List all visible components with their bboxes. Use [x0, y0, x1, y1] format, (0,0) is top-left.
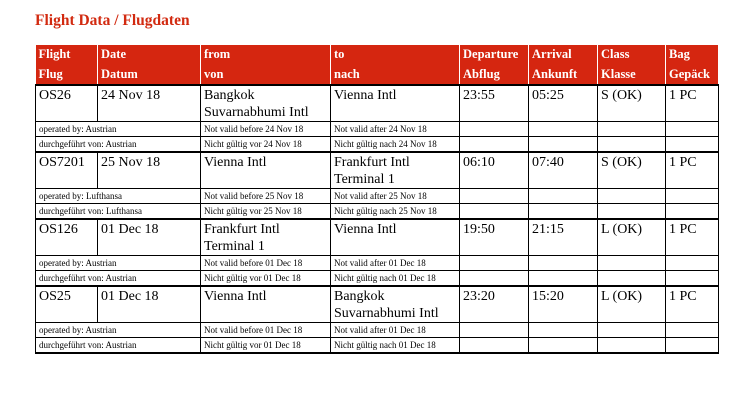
- not-valid-before: Not valid before 24 Nov 18: [201, 122, 331, 137]
- nicht-gueltig-vor: Nicht gültig vor 01 Dec 18: [201, 271, 331, 287]
- departure-time: 06:10: [460, 152, 529, 189]
- flight-segment: [36, 152, 719, 219]
- departure-time: 23:20: [460, 286, 529, 323]
- empty-cell: [460, 204, 529, 220]
- table-row: [36, 323, 719, 338]
- table-row: [36, 189, 719, 204]
- empty-cell: [529, 271, 598, 287]
- header-date: Date: [98, 45, 201, 65]
- baggage: 1 PC: [666, 85, 719, 122]
- not-valid-before: Not valid before 25 Nov 18: [201, 189, 331, 204]
- not-valid-before: Not valid before 01 Dec 18: [201, 256, 331, 271]
- operated-by: operated by: Austrian: [36, 256, 201, 271]
- operated-by: operated by: Lufthansa: [36, 189, 201, 204]
- destination-line: Suvarnabhumi Intl: [334, 306, 439, 321]
- empty-cell: [666, 323, 719, 338]
- departure-time: 19:50: [460, 219, 529, 256]
- empty-cell: [666, 204, 719, 220]
- operated-by: operated by: Austrian: [36, 323, 201, 338]
- origin: [201, 152, 331, 189]
- empty-cell: [598, 137, 666, 153]
- empty-cell: [529, 323, 598, 338]
- header-departure: Departure: [460, 45, 529, 65]
- departure-time: 23:55: [460, 85, 529, 122]
- booking-class: L (OK): [598, 219, 666, 256]
- table-row: [36, 122, 719, 137]
- table-row: [36, 204, 719, 220]
- not-valid-after: Not valid after 01 Dec 18: [331, 256, 460, 271]
- empty-cell: [460, 189, 529, 204]
- empty-cell: [529, 256, 598, 271]
- header-class: Class: [598, 45, 666, 65]
- header-from: from: [201, 45, 331, 65]
- origin-line: Bangkok: [204, 88, 255, 103]
- table-row: [36, 85, 719, 122]
- empty-cell: [529, 338, 598, 354]
- empty-cell: [460, 271, 529, 287]
- empty-cell: [460, 137, 529, 153]
- destination-line: Frankfurt Intl: [334, 155, 410, 170]
- durchgefuehrt-von: durchgeführt von: Austrian: [36, 338, 201, 354]
- header-to: to: [331, 45, 460, 65]
- destination-line: Vienna Intl: [334, 88, 397, 103]
- empty-cell: [598, 323, 666, 338]
- empty-cell: [666, 189, 719, 204]
- empty-cell: [460, 323, 529, 338]
- empty-cell: [460, 338, 529, 354]
- table-row: [36, 271, 719, 287]
- nicht-gueltig-nach: Nicht gültig nach 25 Nov 18: [331, 204, 460, 220]
- operated-by: operated by: Austrian: [36, 122, 201, 137]
- flight-segment: [36, 286, 719, 353]
- arrival-time: 07:40: [529, 152, 598, 189]
- origin: [201, 219, 331, 256]
- flight-segment: [36, 85, 719, 152]
- origin: [201, 286, 331, 323]
- arrival-time: 05:25: [529, 85, 598, 122]
- empty-cell: [666, 271, 719, 287]
- header-ankunft: Ankunft: [529, 65, 598, 85]
- flight-table: [35, 45, 719, 354]
- durchgefuehrt-von: durchgeführt von: Austrian: [36, 271, 201, 287]
- empty-cell: [666, 338, 719, 354]
- destination-line: Terminal 1: [334, 172, 395, 187]
- not-valid-before: Not valid before 01 Dec 18: [201, 323, 331, 338]
- origin-line: Vienna Intl: [204, 289, 267, 304]
- table-row: [36, 256, 719, 271]
- flight-segment: [36, 219, 719, 286]
- flight-date: 24 Nov 18: [98, 85, 201, 122]
- nicht-gueltig-nach: Nicht gültig nach 01 Dec 18: [331, 271, 460, 287]
- header-flight: Flight: [36, 45, 98, 65]
- flight-number: OS126: [36, 219, 98, 256]
- empty-cell: [460, 122, 529, 137]
- page-title: Flight Data / Flugdaten: [35, 12, 190, 29]
- table-row: [36, 152, 719, 189]
- arrival-time: 15:20: [529, 286, 598, 323]
- flight-date: 25 Nov 18: [98, 152, 201, 189]
- destination-line: Bangkok: [334, 289, 385, 304]
- nicht-gueltig-nach: Nicht gültig nach 01 Dec 18: [331, 338, 460, 354]
- durchgefuehrt-von: durchgeführt von: Lufthansa: [36, 204, 201, 220]
- flight-number: OS25: [36, 286, 98, 323]
- not-valid-after: Not valid after 24 Nov 18: [331, 122, 460, 137]
- flight-number: OS26: [36, 85, 98, 122]
- nicht-gueltig-vor: Nicht gültig vor 24 Nov 18: [201, 137, 331, 153]
- baggage: 1 PC: [666, 286, 719, 323]
- empty-cell: [598, 256, 666, 271]
- destination: [331, 219, 460, 256]
- header-von: von: [201, 65, 331, 85]
- destination-line: Vienna Intl: [334, 222, 397, 237]
- empty-cell: [598, 204, 666, 220]
- table-row: [36, 338, 719, 354]
- empty-cell: [529, 122, 598, 137]
- origin-line: Suvarnabhumi Intl: [204, 105, 309, 120]
- header-nach: nach: [331, 65, 460, 85]
- nicht-gueltig-nach: Nicht gültig nach 24 Nov 18: [331, 137, 460, 153]
- empty-cell: [666, 122, 719, 137]
- nicht-gueltig-vor: Nicht gültig vor 01 Dec 18: [201, 338, 331, 354]
- arrival-time: 21:15: [529, 219, 598, 256]
- destination: [331, 85, 460, 122]
- table-header: [36, 45, 719, 85]
- booking-class: S (OK): [598, 152, 666, 189]
- baggage: 1 PC: [666, 152, 719, 189]
- table-row: [36, 219, 719, 256]
- empty-cell: [529, 137, 598, 153]
- origin-line: Frankfurt Intl: [204, 222, 280, 237]
- empty-cell: [598, 122, 666, 137]
- header-gepaeck: Gepäck: [666, 65, 719, 85]
- header-flug: Flug: [36, 65, 98, 85]
- empty-cell: [666, 256, 719, 271]
- origin-line: Terminal 1: [204, 239, 265, 254]
- empty-cell: [666, 137, 719, 153]
- empty-cell: [598, 189, 666, 204]
- empty-cell: [460, 256, 529, 271]
- not-valid-after: Not valid after 25 Nov 18: [331, 189, 460, 204]
- header-datum: Datum: [98, 65, 201, 85]
- durchgefuehrt-von: durchgeführt von: Austrian: [36, 137, 201, 153]
- empty-cell: [529, 204, 598, 220]
- booking-class: S (OK): [598, 85, 666, 122]
- not-valid-after: Not valid after 01 Dec 18: [331, 323, 460, 338]
- destination: [331, 152, 460, 189]
- table-row: [36, 137, 719, 153]
- flight-number: OS7201: [36, 152, 98, 189]
- baggage: 1 PC: [666, 219, 719, 256]
- header-bag: Bag: [666, 45, 719, 65]
- flight-date: 01 Dec 18: [98, 219, 201, 256]
- origin-line: Vienna Intl: [204, 155, 267, 170]
- empty-cell: [529, 189, 598, 204]
- origin: [201, 85, 331, 122]
- table-row: [36, 286, 719, 323]
- header-klasse: Klasse: [598, 65, 666, 85]
- header-arrival: Arrival: [529, 45, 598, 65]
- destination: [331, 286, 460, 323]
- header-abflug: Abflug: [460, 65, 529, 85]
- booking-class: L (OK): [598, 286, 666, 323]
- empty-cell: [598, 271, 666, 287]
- flight-date: 01 Dec 18: [98, 286, 201, 323]
- empty-cell: [598, 338, 666, 354]
- nicht-gueltig-vor: Nicht gültig vor 25 Nov 18: [201, 204, 331, 220]
